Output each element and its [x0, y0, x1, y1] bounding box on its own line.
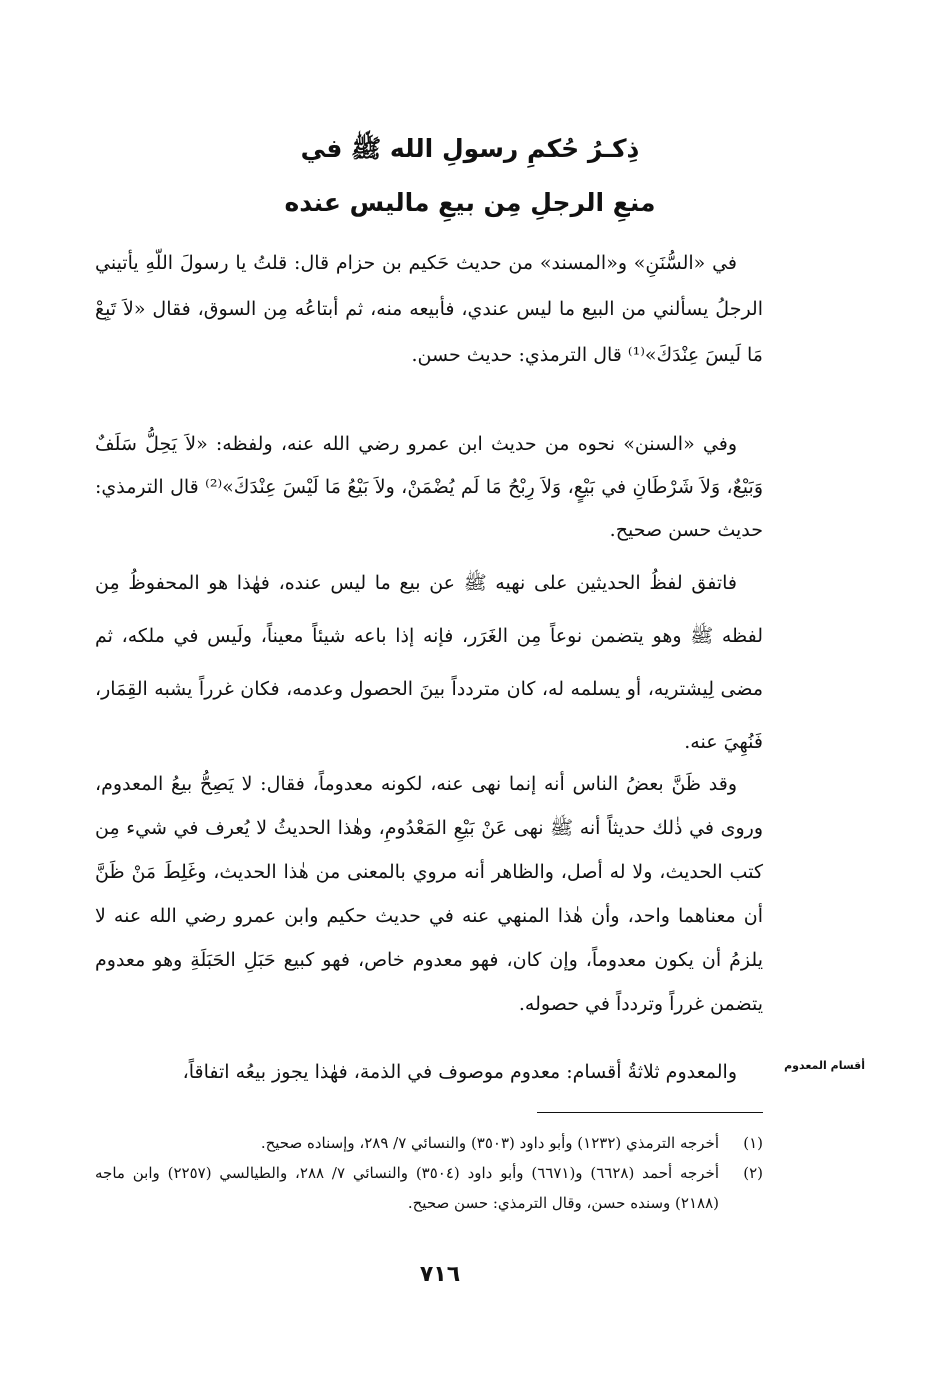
footnotes — [95, 1128, 763, 1218]
paragraph-2 — [95, 423, 763, 552]
paragraph-5 — [95, 1052, 763, 1092]
paragraph-5-text: والمعدوم ثلاثةُ أقسام: معدوم موصوف في الذمة، فهٰذا يجوز بيعُه اتفاقاً، — [182, 1061, 737, 1083]
footnote-divider — [537, 1112, 763, 1113]
page-number: ٧١٦ — [419, 1262, 461, 1287]
chapter-title-line-1: ذِكـرُ حُكمِ رسولِ الله ﷺ في — [300, 134, 640, 163]
paragraph-3 — [95, 557, 763, 769]
footnote-1-number: (١) — [743, 1134, 763, 1152]
chapter-title-line-2: منعِ الرجلِ مِن بيعِ ماليس عنده — [284, 188, 656, 217]
paragraph-2-text: وفي «السنن» نحوه من حديث ابن عمرو رضي الله عنه، ولفظه: «لاَ يَحِلُّ سَلَفٌ وَبَيْعٌ، وَلاَ شَرْطَانِ في بَيْعٍ، وَلاَ رِبْحُ مَا لَم يُضْمَنْ، ولاَ بَيْعُ مَا لَيْسَ عِنْدَكَ»⁽²⁾ قال الترمذي: حديث حسن صحيح. — [95, 433, 763, 541]
footnote-2 — [95, 1158, 763, 1218]
footnote-2-text: أخرجه أحمد (٦٦٢٨) و(٦٦٧١) وأبو داود (٣٥٠٤) والنسائي ٧/ ٢٨٨، والطيالسي (٢٢٥٧) وابن ماجه (٢١٨٨) وسنده حسن، وقال الترمذي: حسن صحيح. — [95, 1164, 720, 1212]
footnote-1-text: أخرجه الترمذي (١٢٣٢) وأبو داود (٣٥٠٣) والنسائي ٧/ ٢٨٩، وإسناده صحيح. — [260, 1134, 719, 1152]
paragraph-4 — [95, 762, 763, 1026]
footnote-2-number: (٢) — [743, 1164, 763, 1182]
paragraph-4-text: وقد ظَنَّ بعضُ الناس أنه إنما نهى عنه، لكونه معدوماً، فقال: لا يَصِحُّ بيعُ المعدوم، وروى في ذٰلك حديثاً أنه ﷺ نهى عَنْ بَيْعِ المَعْدُومِ، وهٰذا الحديثُ لا يُعرف في شيء مِن كتب الحديث، ولا له أصل، والظاهر أنه مروي بالمعنى من هٰذا الحديث، وغَلِطَ مَنْ ظَنَّ أن معناهما واحد، وأن هٰذا المنهي عنه في حديث حكيم وابن عمرو رضي الله عنه لا يلزمُ أن يكون معدوماً، وإن كان، فهو معدوم خاص، فهو كبيع حَبَلِ الحَبَلَةِ وهو معدوم يتضمن غرراً وتردداً في حصوله. — [95, 773, 763, 1015]
paragraph-1 — [95, 240, 763, 378]
margin-note: أقسام المعدوم — [784, 1059, 865, 1072]
footnote-1 — [95, 1128, 763, 1158]
paragraph-3-text: فاتفق لفظُ الحديثين على نهيه ﷺ عن بيع ما ليس عنده، فهٰذا هو المحفوظُ مِن لفظه ﷺ وهو يتضمن نوعاً مِن الغَرَر، فإنه إذا باعه شيئاً معيناً، ولَيس في ملكه، ثم مضى لِيشتريه، أو يسلمه له، كان متردداً بينَ الحصول وعدمه، فكان غرراً يشبه القِمَار، فَنُهِيَ عنه. — [95, 572, 763, 753]
paragraph-1-text: في «السُّنَنِ» و«المسند» من حديث حَكيم بن حزام قال: قلتُ يا رسولَ اللّهِ يأتيني الرجلُ يسألني من البيع ما ليس عندي، فأبيعه منه، ثم أبتاعُه مِن السوق، فقال «لاَ تَبِعْ مَا لَيسَ عِنْدَكَ»⁽¹⁾ قال الترمذي: حديث حسن. — [95, 252, 763, 366]
